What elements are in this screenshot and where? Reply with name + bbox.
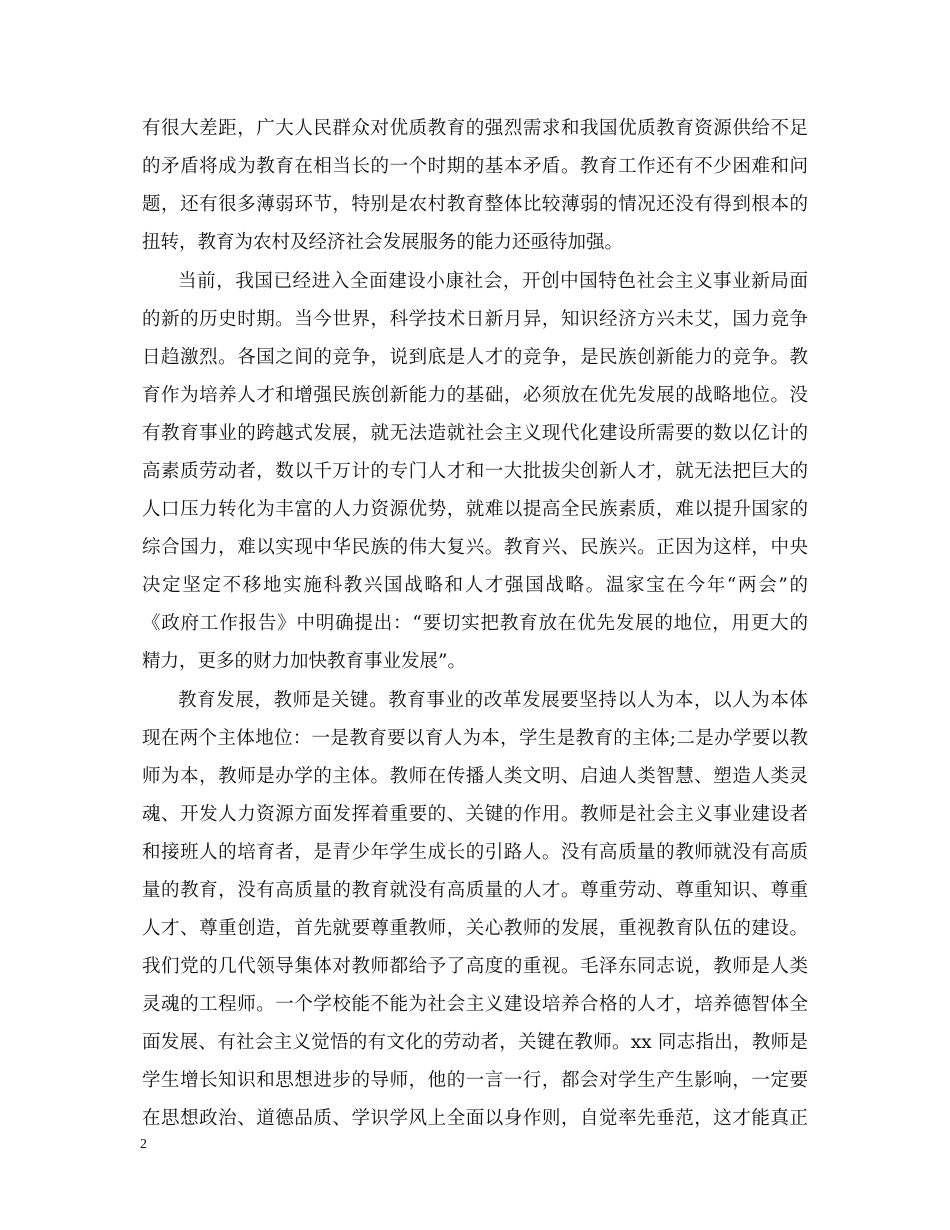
text-line: 日趋激烈。各国之间的竞争，说到底是人才的竞争，是民族创新能力的竞争。教 [142,347,808,368]
text-line: 《政府工作报告》中明确提出：“要切实把教育放在优先发展的地位，用更大的 [142,613,808,634]
text-line: 有教育事业的跨越式发展，就无法造就社会主义现代化建设所需要的数以亿计的 [142,423,808,444]
text-line: 魂、开发人力资源方面发挥着重要的、关键的作用。教师是社会主义事业建设者 [142,804,808,825]
text-line: 教育发展，教师是关键。教育事业的改革发展要坚持以人为本，以人为本体 [178,690,808,711]
text-line: 人才、尊重创造，首先就要尊重教师，关心教师的发展，重视教育队伍的建设。 [142,918,808,939]
text-line: 的新的历史时期。当今世界，科学技术日新月异，知识经济方兴未艾，国力竞争 [142,309,808,330]
text-line: 灵魂的工程师。一个学校能不能为社会主义建设培养合格的人才，培养德智体全 [142,994,808,1015]
text-line: 面发展、有社会主义觉悟的有文化的劳动者，关键在教师。xx 同志指出，教师是 [142,1032,808,1053]
text-line: 现在两个主体地位：一是教育要以育人为本，学生是教育的主体;二是办学要以教 [142,728,808,749]
text-line: 有很大差距，广大人民群众对优质教育的强烈需求和我国优质教育资源供给不足 [142,118,808,139]
text-line: 在思想政治、道德品质、学识学风上全面以身作则，自觉率先垂范，这才能真正 [142,1108,808,1129]
text-line: 和接班人的培育者，是青少年学生成长的引路人。没有高质量的教师就没有高质 [142,842,808,863]
text-line: 题，还有很多薄弱环节，特别是农村教育整体比较薄弱的情况还没有得到根本的 [142,194,808,215]
page-number: 2 [140,1137,147,1152]
text-line: 扭转，教育为农村及经济社会发展服务的能力还亟待加强。 [142,232,624,253]
text-line: 我们党的几代领导集体对教师都给予了高度的重视。毛泽东同志说，教师是人类 [142,956,808,977]
text-line: 决定坚定不移地实施科教兴国战略和人才强国战略。温家宝在今年“两会”的 [142,575,808,596]
text-line: 育作为培养人才和增强民族创新能力的基础，必须放在优先发展的战略地位。没 [142,385,808,406]
text-line: 综合国力，难以实现中华民族的伟大复兴。教育兴、民族兴。正因为这样，中央 [142,537,808,558]
text-line: 的矛盾将成为教育在相当长的一个时期的基本矛盾。教育工作还有不少困难和问 [142,156,808,177]
text-line: 高素质劳动者，数以千万计的专门人才和一大批拔尖创新人才，就无法把巨大的 [142,461,808,482]
text-line: 精力，更多的财力加快教育事业发展”。 [142,651,466,672]
text-line: 量的教育，没有高质量的教育就没有高质量的人才。尊重劳动、尊重知识、尊重 [142,880,808,901]
text-line: 师为本，教师是办学的主体。教师在传播人类文明、启迪人类智慧、塑造人类灵 [142,766,808,787]
text-line: 当前，我国已经进入全面建设小康社会，开创中国特色社会主义事业新局面 [178,271,808,292]
text-line: 学生增长知识和思想进步的导师，他的一言一行，都会对学生产生影响，一定要 [142,1070,808,1091]
text-line: 人口压力转化为丰富的人力资源优势，就难以提高全民族素质，难以提升国家的 [142,499,808,520]
